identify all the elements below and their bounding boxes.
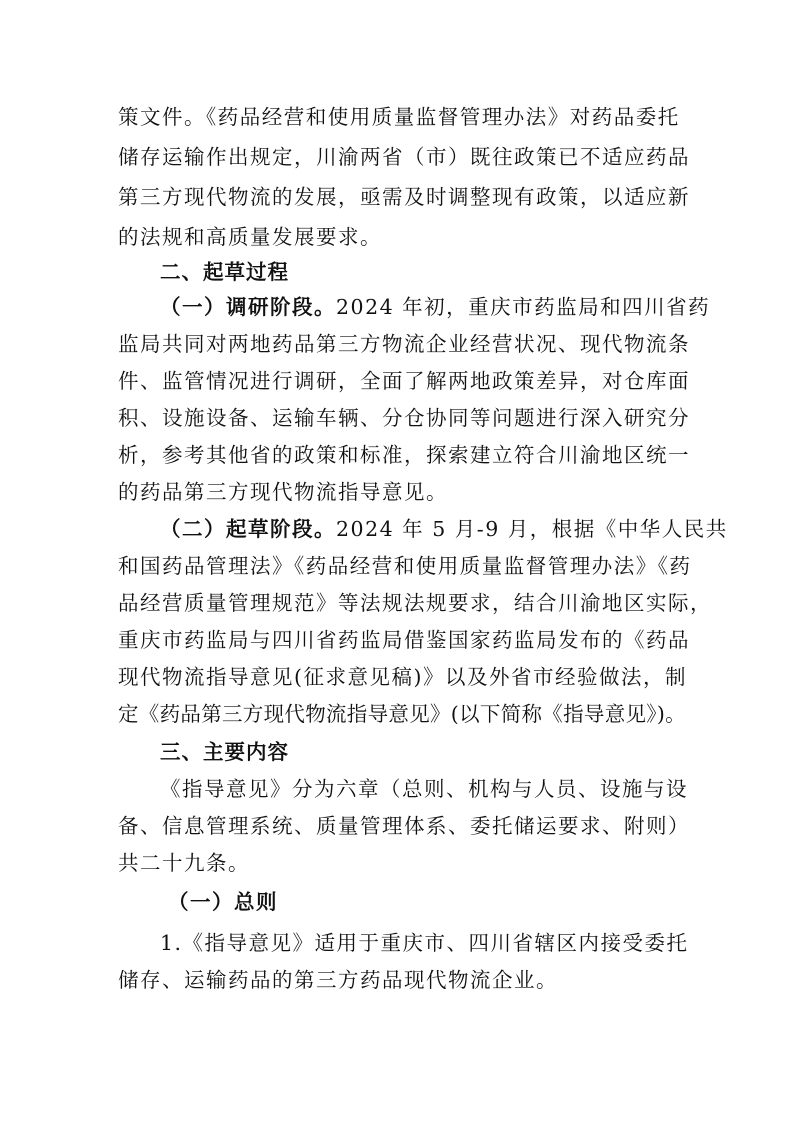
drafting-label: （二）起草阶段。 (160, 517, 336, 541)
intro-line-1: 策文件。《药品经营和使用质量监督管理办法》对药品委托 (118, 105, 680, 129)
research-line-5: 析，参考其他省的政策和标准，探索建立符合川渝地区统一 (118, 443, 690, 467)
research-line-4: 积、设施设备、运输车辆、分仓协同等问题进行深入研究分 (118, 406, 690, 430)
section3-intro-line-2: 备、信息管理系统、质量管理体系、委托储运要求、附则） (118, 814, 690, 838)
section3-heading: 三、主要内容 (160, 740, 289, 764)
drafting-line-1: 2024 年 5 月-9 月，根据《中华人民共 (336, 517, 728, 541)
general-provisions-heading: （一）总则 (168, 890, 278, 914)
section3-intro-line-3: 共二十九条。 (118, 851, 250, 875)
research-line-3: 件、监管情况进行调研，全面了解两地政策差异，对仓库面 (118, 369, 690, 393)
research-first-line (160, 290, 711, 324)
general-line-1: 1.《指导意见》适用于重庆市、四川省辖区内接受委托 (160, 931, 689, 955)
drafting-line-3: 品经营质量管理规范》等法规法规要求，结合川渝地区实际， (118, 591, 712, 615)
research-line-1: 2024 年初，重庆市药监局和四川省药 (336, 295, 711, 319)
research-line-2: 监局共同对两地药品第三方物流企业经营状况、现代物流条 (118, 332, 690, 356)
general-line-2: 储存、运输药品的第三方药品现代物流企业。 (118, 968, 558, 992)
drafting-line-5: 现代物流指导意见(征求意见稿)》以及外省市经验做法，制 (118, 665, 687, 689)
drafting-first-line (160, 512, 728, 546)
drafting-line-6: 定《药品第三方现代物流指导意见》(以下简称《指导意见》)。 (118, 702, 686, 726)
drafting-line-4: 重庆市药监局与四川省药监局借鉴国家药监局发布的《药品 (118, 628, 690, 652)
section2-heading: 二、起草过程 (160, 260, 289, 284)
intro-line-3: 第三方现代物流的发展，亟需及时调整现有政策，以适应新 (118, 185, 690, 209)
research-line-6: 的药品第三方现代物流指导意见。 (118, 480, 448, 504)
section3-intro-line-1: 《指导意见》分为六章（总则、机构与人员、设施与设 (160, 777, 688, 801)
drafting-line-2: 和国药品管理法》《药品经营和使用质量监督管理办法》《药 (118, 554, 692, 578)
research-label: （一）调研阶段。 (160, 295, 336, 319)
intro-line-4: 的法规和高质量发展要求。 (118, 225, 382, 249)
intro-line-2: 储存运输作出规定，川渝两省（市）既往政策已不适应药品 (118, 145, 690, 169)
